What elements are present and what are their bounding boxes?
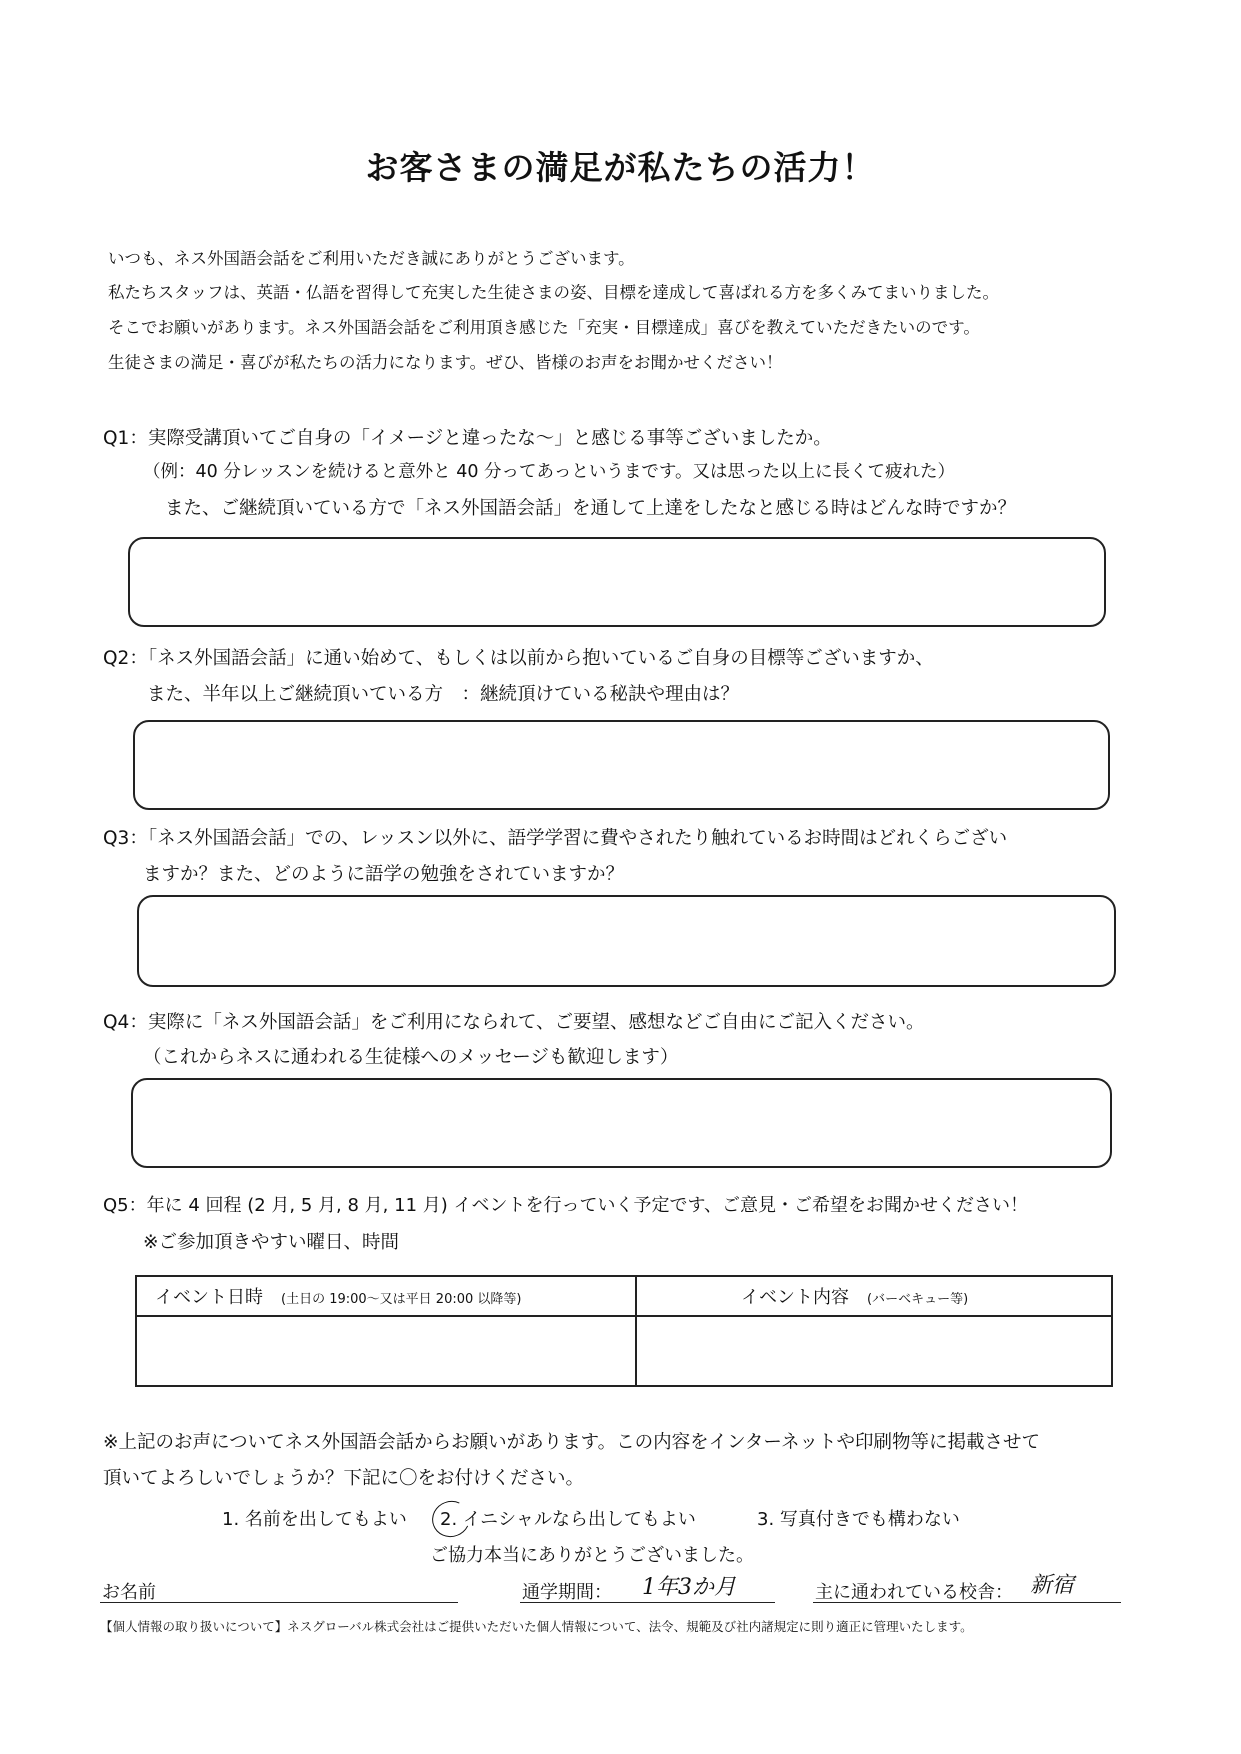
q1-answer-box[interactable] <box>128 537 1106 627</box>
option-name[interactable]: 1. 名前を出してもよい <box>222 1509 407 1530</box>
option-photo[interactable]: 3. 写真付きでも構わない <box>757 1509 960 1530</box>
q5-note: ※ご参加頂きやすい曜日、時間 <box>143 1232 400 1253</box>
consent-line-2: 頂いてよろしいでしょうか？下記に〇をお付けください。 <box>103 1468 585 1489</box>
intro-line-4: 生徒さまの満足・喜びが私たちの活力になります。ぜひ、皆様のお声をお聞かせください！ <box>108 353 783 372</box>
event-content-label: イベント内容 <box>741 1287 849 1308</box>
school-value[interactable]: 新宿 <box>1030 1573 1075 1598</box>
q2-answer-box[interactable] <box>133 720 1110 810</box>
intro-line-2: 私たちスタッフは、英語・仏語を習得して充実した生徒さまの姿、目標を達成して喜ばれる方を多くみてまいりました。 <box>108 283 999 302</box>
selection-circle <box>427 1496 475 1543</box>
intro-line-1: いつも、ネス外国語会話をご利用いただき誠にありがとうございます。 <box>108 249 635 268</box>
page-title: お客さまの満足が私たちの活力！ <box>365 148 876 187</box>
q2-followup: また、半年以上ご継続頂いている方 ：継続頂けている秘訣や理由は？ <box>147 684 740 705</box>
event-datetime-label: イベント日時 <box>155 1287 263 1308</box>
q1-question: Q1：実際受講頂いてご自身の「イメージと違ったな～」と感じる事等ございましたか。 <box>103 428 832 449</box>
period-underline <box>520 1602 775 1603</box>
event-content-note: (バーベキュー等) <box>867 1292 969 1307</box>
option-initial[interactable]: 2. イニシャルなら出してもよい <box>440 1509 696 1530</box>
q4-followup: （これからネスに通われる生徒様へのメッセージも歓迎します） <box>143 1047 679 1068</box>
consent-line-1: ※上記のお声についてネス外国語会話からお願いがあります。この内容をインターネットや印刷物等に掲載させて <box>103 1432 1040 1453</box>
name-underline <box>100 1602 458 1603</box>
privacy-footer: 【個人情報の取り扱いについて】ネスグローバル株式会社はご提供いただいた個人情報について、法令、規範及び社内諸規定に則り適正に管理いたします。 <box>100 1619 973 1634</box>
period-value[interactable]: 1年3か月 <box>642 1575 736 1600</box>
school-label: 主に通われている校舎： <box>815 1582 1013 1603</box>
q3-followup: ますか？また、どのように語学の勉強をされていますか？ <box>143 864 625 885</box>
event-content-cell[interactable] <box>636 1316 1112 1386</box>
event-content-header <box>636 1276 1112 1316</box>
intro-line-3: そこでお願いがあります。ネス外国語会話をご利用頂き感じた「充実・目標達成」喜びを教えていただきたいのです。 <box>108 318 980 337</box>
event-datetime-cell[interactable] <box>136 1316 636 1386</box>
q4-question: Q4：実際に「ネス外国語会話」をご利用になられて、ご要望、感想などご自由にご記入ください。 <box>103 1012 925 1033</box>
q3-answer-box[interactable] <box>137 895 1116 987</box>
q3-question: Q3：「ネス外国語会話」での、レッスン以外に、語学学習に費やされたり触れているお時間はどれくらござい <box>103 828 1008 849</box>
q1-followup: また、ご継続頂いている方で「ネス外国語会話」を通して上達をしたなと感じる時はどんな時ですか？ <box>165 498 1017 519</box>
name-label: お名前 <box>102 1582 156 1603</box>
period-label: 通学期間： <box>522 1582 612 1603</box>
q4-answer-box[interactable] <box>131 1078 1112 1168</box>
q1-example: （例：40 分レッスンを続けると意外と 40 分ってあっというまです。又は思った以上に長くて疲れた） <box>143 462 955 482</box>
event-table <box>135 1275 1113 1387</box>
school-underline <box>813 1602 1121 1603</box>
event-datetime-header <box>136 1276 636 1316</box>
thanks-text: ご協力本当にありがとうございました。 <box>430 1545 754 1566</box>
q5-question: Q5：年に 4 回程 (2 月, 5 月, 8 月, 11 月) イベントを行っていく予定です、ご意見・ご希望をお聞かせください！ <box>103 1195 1029 1216</box>
event-datetime-note: (土日の 19:00～又は平日 20:00 以降等) <box>281 1292 522 1307</box>
q2-question: Q2：「ネス外国語会話」に通い始めて、もしくは以前から抱いているご自身の目標等ございますか、 <box>103 648 934 669</box>
